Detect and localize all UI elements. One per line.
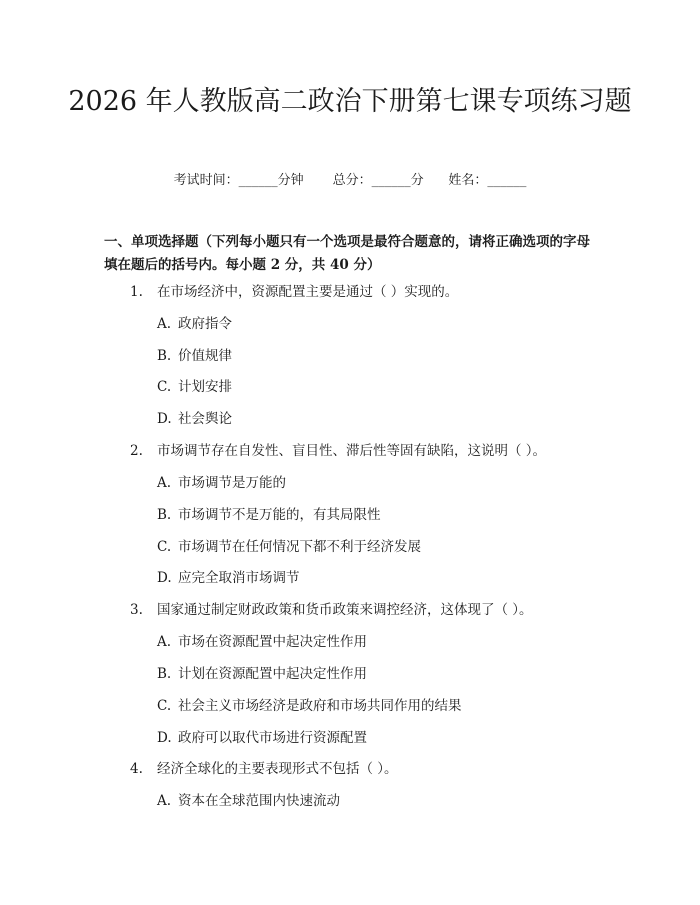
exam-time-blank: ______ xyxy=(238,173,278,188)
total-score-unit: 分 xyxy=(410,173,424,188)
option-2b xyxy=(157,506,381,524)
option-letter: C. xyxy=(157,379,172,395)
section-heading: 一、单项选择题（下列每小题只有一个选项是最符合题意的，请将正确选项的字母填在题后的括号内。每小题 2 分，共 40 分） xyxy=(104,234,590,273)
option-3b xyxy=(157,665,367,683)
option-letter: A. xyxy=(157,793,172,809)
exam-time-label: 考试时间： xyxy=(173,173,239,188)
option-text: 计划在资源配置中起决定性作用 xyxy=(178,666,367,682)
option-3a xyxy=(157,633,367,651)
option-3d xyxy=(157,729,367,747)
question-number: 1. xyxy=(130,284,143,300)
option-text: 市场调节不是万能的，有其局限性 xyxy=(178,507,381,523)
question-text: 市场调节存在自发性、盲目性、滞后性等固有缺陷，这说明（ ）。 xyxy=(157,443,547,459)
page-title: 2026 年人教版高二政治下册第七课专项练习题 xyxy=(68,86,632,117)
question-1 xyxy=(130,283,458,301)
option-letter: A. xyxy=(157,316,172,332)
option-1d xyxy=(157,410,232,428)
total-score-blank: ______ xyxy=(371,173,411,188)
option-2a xyxy=(157,474,286,492)
option-text: 应完全取消市场调节 xyxy=(178,570,300,586)
option-text: 市场调节在任何情况下都不利于经济发展 xyxy=(178,539,421,555)
exam-time-unit: 分钟 xyxy=(277,173,304,188)
option-text: 政府可以取代市场进行资源配置 xyxy=(178,730,367,746)
option-3c xyxy=(157,697,462,715)
question-number: 4. xyxy=(130,761,143,777)
option-4a xyxy=(157,792,340,810)
option-letter: C. xyxy=(157,698,172,714)
option-text: 社会主义市场经济是政府和市场共同作用的结果 xyxy=(178,698,462,714)
option-text: 市场调节是万能的 xyxy=(178,475,286,491)
option-text: 计划安排 xyxy=(178,379,232,395)
option-letter: D. xyxy=(157,411,172,427)
option-1c xyxy=(157,378,232,396)
option-letter: D. xyxy=(157,570,172,586)
option-letter: B. xyxy=(157,666,172,682)
option-letter: A. xyxy=(157,634,172,650)
question-2 xyxy=(130,442,546,460)
exam-info-line xyxy=(0,169,700,188)
total-score-label: 总分： xyxy=(332,173,372,188)
option-1a xyxy=(157,315,232,333)
option-1b xyxy=(157,347,232,365)
option-letter: B. xyxy=(157,507,172,523)
option-letter: A. xyxy=(157,475,172,491)
question-number: 3. xyxy=(130,602,143,618)
option-text: 资本在全球范围内快速流动 xyxy=(178,793,340,809)
option-letter: D. xyxy=(157,730,172,746)
question-text: 经济全球化的主要表现形式不包括（ ）。 xyxy=(157,761,398,777)
question-4 xyxy=(130,760,398,778)
question-3 xyxy=(130,601,533,619)
question-text: 在市场经济中，资源配置主要是通过（ ）实现的。 xyxy=(157,284,459,300)
student-name-label: 姓名： xyxy=(448,173,488,188)
student-name-blank: ______ xyxy=(487,173,527,188)
option-2d xyxy=(157,569,300,587)
option-text: 价值规律 xyxy=(178,348,232,364)
option-text: 社会舆论 xyxy=(178,411,232,427)
question-number: 2. xyxy=(130,443,143,459)
option-text: 市场在资源配置中起决定性作用 xyxy=(178,634,367,650)
option-text: 政府指令 xyxy=(178,316,232,332)
option-letter: C. xyxy=(157,539,172,555)
option-letter: B. xyxy=(157,348,172,364)
option-2c xyxy=(157,538,421,556)
question-text: 国家通过制定财政政策和货币政策来调控经济，这体现了（ ）。 xyxy=(157,602,533,618)
